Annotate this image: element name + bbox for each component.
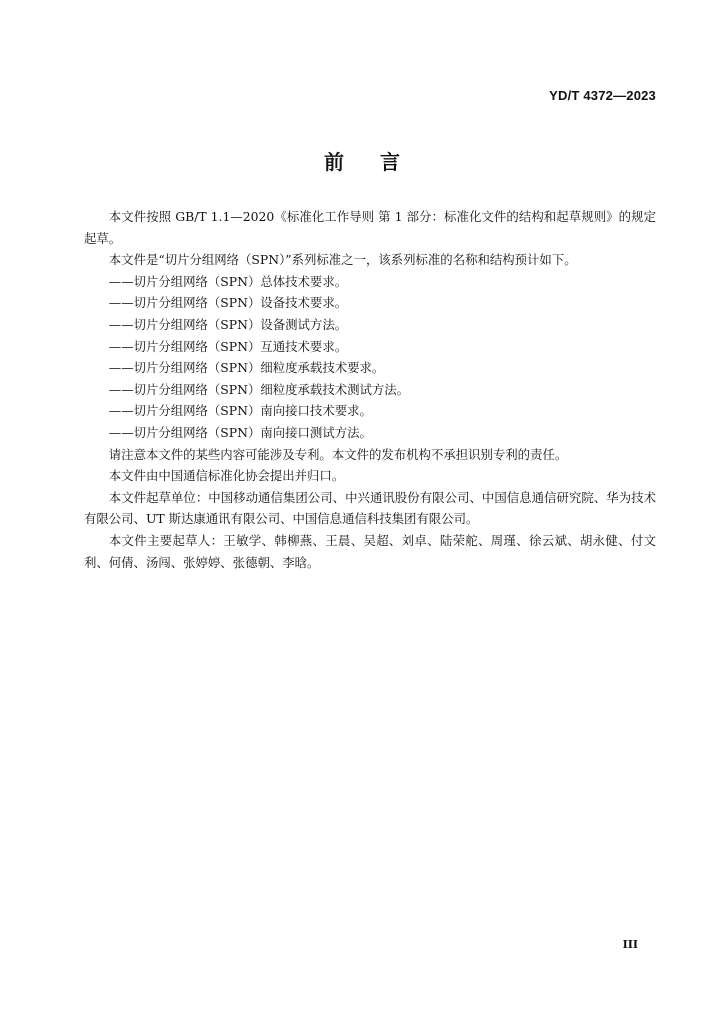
title-char-2: 言 xyxy=(380,150,400,174)
series-list-item: ——切片分组网络（SPN）总体技术要求。 xyxy=(108,273,348,289)
paragraph-patent-notice: 请注意本文件的某些内容可能涉及专利。本文件的发布机构不承担识别专利的责任。 xyxy=(108,446,568,462)
paragraph-drafting-units: 本文件起草单位：中国移动通信集团公司、中兴通讯股份有限公司、中国信息通信研究院、华为技术有限公司、UT 斯达康通讯有限公司、中国信息通信科技集团有限公司。 xyxy=(84,489,656,527)
paragraph-series-intro: 本文件是“切片分组网络（SPN）”系列标准之一，该系列标准的名称和结构预计如下。 xyxy=(108,252,577,268)
paragraph-drafters: 本文件主要起草人：王敏学、韩柳燕、王晨、吴超、刘卓、陆荣舵、周瑾、徐云斌、胡永健、付文利、何倩、汤闯、张婷婷、张德朝、李晗。 xyxy=(84,532,656,570)
foreword-body xyxy=(84,206,656,573)
series-list-item: ——切片分组网络（SPN）互通技术要求。 xyxy=(108,338,348,354)
series-list-item: ——切片分组网络（SPN）设备测试方法。 xyxy=(108,316,348,332)
series-list-item: ——切片分组网络（SPN）细粒度承载技术要求。 xyxy=(108,360,385,376)
page-title xyxy=(0,146,724,175)
paragraph-proposer: 本文件由中国通信标准化协会提出并归口。 xyxy=(108,468,345,484)
page-number: III xyxy=(622,938,638,951)
series-list-item: ——切片分组网络（SPN）设备技术要求。 xyxy=(108,295,348,311)
paragraph-drafting-rules: 本文件按照 GB/T 1.1—2020《标准化工作导则 第 1 部分：标准化文件的结构和起草规则》的规定起草。 xyxy=(84,209,656,246)
series-list-item: ——切片分组网络（SPN）南向接口测试方法。 xyxy=(108,424,372,440)
series-list-item: ——切片分组网络（SPN）南向接口技术要求。 xyxy=(108,403,372,419)
series-list-item: ——切片分组网络（SPN）细粒度承载技术测试方法。 xyxy=(108,381,410,397)
title-char-1: 前 xyxy=(324,150,344,174)
standard-number: YD/T 4372—2023 xyxy=(549,88,656,103)
